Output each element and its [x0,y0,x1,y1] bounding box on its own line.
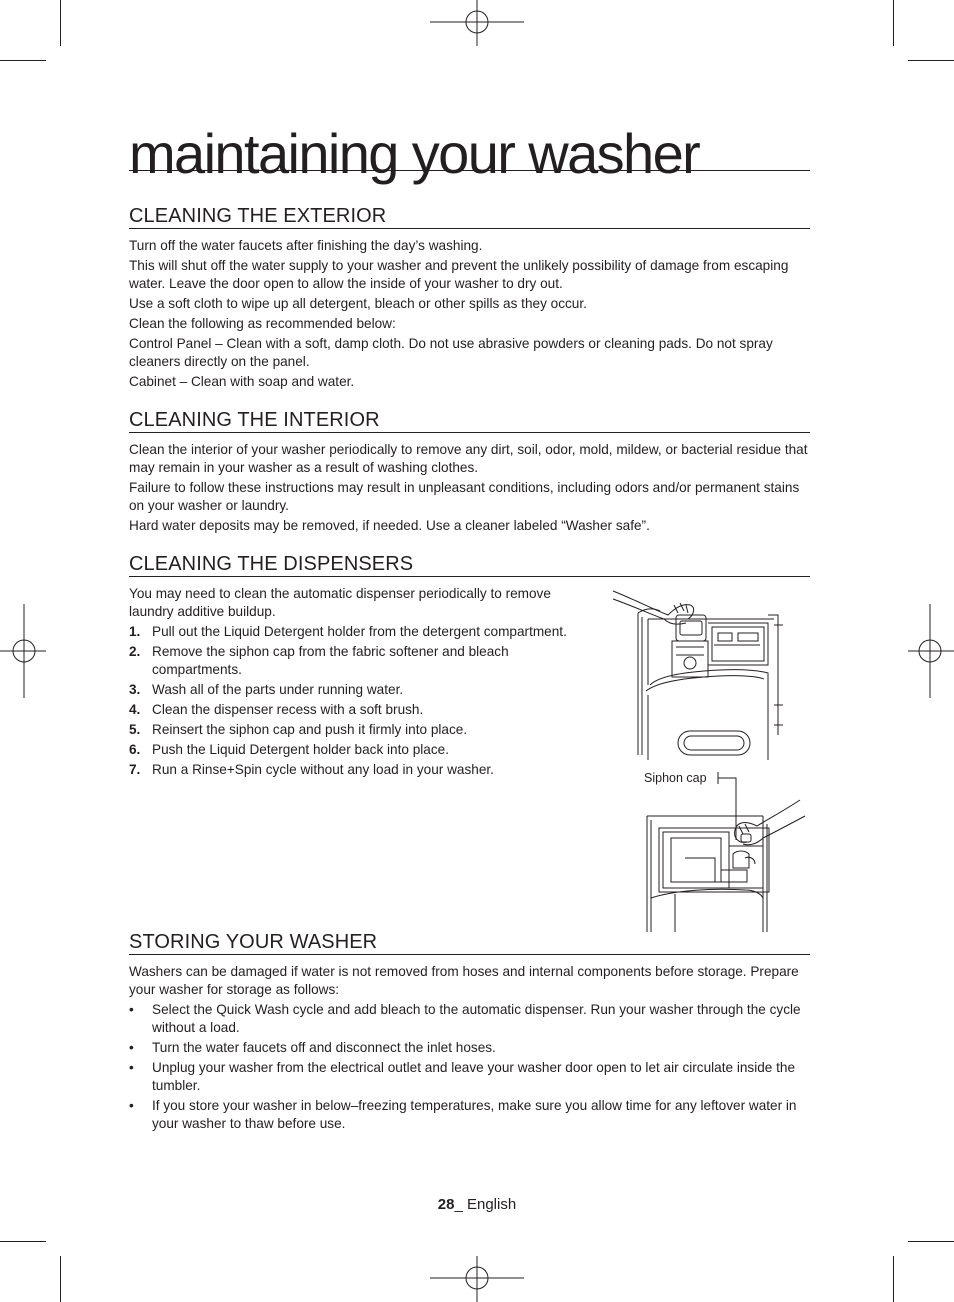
paragraph: Turn off the water faucets after finishing the day’s washing. [129,238,483,253]
crop-mark [908,1241,954,1242]
crop-mark [908,60,954,61]
paragraph: Washers can be damaged if water is not removed from hoses and internal components before storage. Prepare your washer for storage as follows: [129,964,799,997]
list-item: 1. Pull out the Liquid Detergent holder from the detergent compartment. [129,624,567,639]
list-item: • If you store your washer in below–freezing temperatures, make sure you allow time for any leftover water in your washer to thaw before use. [129,1098,797,1131]
section-cleaning-exterior [129,204,810,393]
registration-mark-right [908,604,954,698]
list-item: 2. Remove the siphon cap from the fabric softener and bleach compartments. [129,644,509,677]
list-item: • Unplug your washer from the electrical outlet and leave your washer door open to let air circulate inside the tumbler. [129,1060,796,1093]
list-item: 3. Wash all of the parts under running water. [129,682,404,697]
registration-mark-top [430,0,524,46]
crop-mark [893,0,894,46]
paragraph: Cabinet – Clean with soap and water. [129,374,355,389]
paragraph: Control Panel – Clean with a soft, damp cloth. Do not use abrasive powders or cleaning pads. Do not spray cleaners directly on the panel. [129,336,773,369]
crop-mark [0,60,46,61]
storage-steps-list [129,1001,810,1133]
section-heading: STORING YOUR WASHER [129,930,810,955]
siphon-cap-illustration [645,798,815,932]
cycle-name-rinse-spin: Rinse+Spin [192,762,262,777]
crop-mark [893,1256,894,1302]
crop-mark [60,1256,61,1302]
section-heading: CLEANING THE INTERIOR [129,408,810,433]
paragraph: Hard water deposits may be removed, if needed. Use a cleaner labeled “Washer safe”. [129,518,650,533]
paragraph: You may need to clean the automatic dispenser periodically to remove laundry additive buildup. [129,586,551,619]
paragraph: Failure to follow these instructions may result in unpleasant conditions, including odors and/or permanent stains on your washer or laundry. [129,480,800,513]
paragraph: Clean the interior of your washer periodically to remove any dirt, soil, odor, mold, mildew, or bacterial residue that may remain in your washer as a result of washing clothes. [129,442,808,475]
list-item: 5. Reinsert the siphon cap and push it firmly into place. [129,722,468,737]
paragraph: Clean the following as recommended below: [129,316,396,331]
section-heading: CLEANING THE DISPENSERS [129,552,810,577]
section-storing-washer [129,930,810,1135]
dispenser-instructions [129,585,599,779]
crop-mark [0,1241,46,1242]
paragraph: Use a soft cloth to wipe up all detergent, bleach or other spills as they occur. [129,296,587,311]
dispenser-drawer-illustration [608,585,783,760]
paragraph: This will shut off the water supply to your washer and prevent the unlikely possibility of damage from escaping water. Leave the door open to allow the inside of your washer to dry out. [129,258,789,291]
registration-mark-left [0,604,46,698]
siphon-cap-label: Siphon cap [644,771,707,785]
page-footer [0,1196,954,1213]
section-heading: CLEANING THE EXTERIOR [129,204,810,229]
page-number: 28 [437,1196,455,1213]
steps-list [129,623,599,779]
section-cleaning-interior [129,408,810,537]
list-item: 6. Push the Liquid Detergent holder back into place. [129,742,449,757]
registration-mark-bottom [430,1256,524,1302]
footer-language: _ English [454,1196,517,1213]
list-item: 4. Clean the dispenser recess with a soft brush. [129,702,424,717]
page-title: maintaining your washer [129,122,810,171]
list-item: • Turn the water faucets off and disconnect the inlet hoses. [129,1040,496,1055]
list-item: 7. Run a Rinse+Spin cycle without any load in your washer. [129,762,494,777]
crop-mark [60,0,61,46]
list-item: • Select the Quick Wash cycle and add bleach to the automatic dispenser. Run your washer through the cycle without a load. [129,1002,801,1035]
